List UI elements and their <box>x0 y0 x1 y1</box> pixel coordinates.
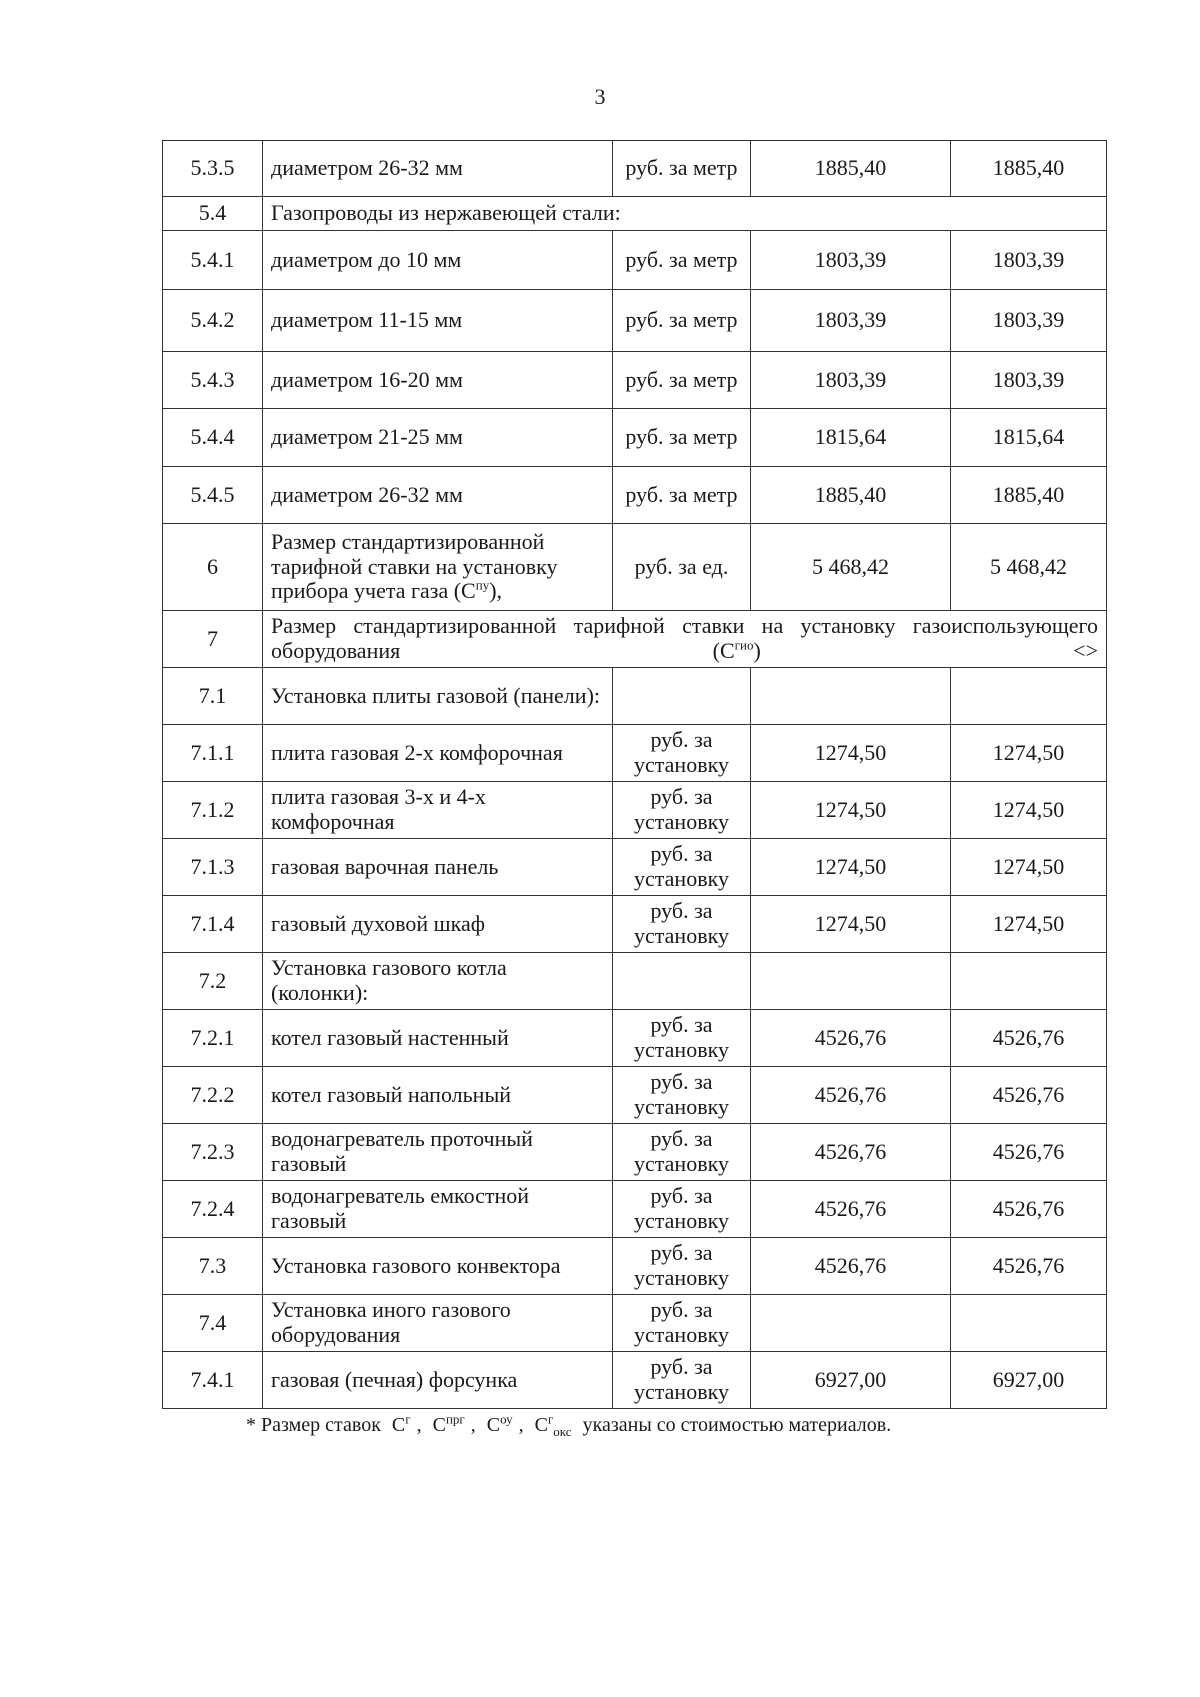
footnote-suffix: указаны со стоимостью материалов. <box>582 1414 892 1436</box>
table-row <box>163 467 1107 524</box>
item-name: газовая (печная) форсунка <box>263 1352 613 1409</box>
rate-value-1: 5 468,42 <box>751 524 951 611</box>
row-number: 7.1 <box>163 668 263 725</box>
item-name: водонагреватель проточный газовый <box>263 1124 613 1181</box>
row-number: 7 <box>163 611 263 668</box>
row-number: 7.2.1 <box>163 1010 263 1067</box>
row-number: 7.1.3 <box>163 839 263 896</box>
row-number: 5.3.5 <box>163 141 263 197</box>
table-row <box>163 839 1107 896</box>
item-name: водонагреватель емкостной газовый <box>263 1181 613 1238</box>
table-row <box>163 782 1107 839</box>
rate-value-1: 1815,64 <box>751 409 951 467</box>
rate-value-2: 1274,50 <box>951 839 1107 896</box>
rate-value-1: 4526,76 <box>751 1238 951 1295</box>
item-name: диаметром до 10 мм <box>263 231 613 290</box>
table-row <box>163 197 1107 231</box>
unit-of-measure: руб. за установку <box>613 1067 751 1124</box>
rate-value-1 <box>751 1295 951 1352</box>
item-name: Установка газового котла (колонки): <box>263 953 613 1010</box>
row-number: 5.4 <box>163 197 263 231</box>
tariff-table <box>162 140 1107 1409</box>
row-number: 7.4.1 <box>163 1352 263 1409</box>
table-row <box>163 668 1107 725</box>
table-row <box>163 725 1107 782</box>
table-row <box>163 1352 1107 1409</box>
item-name: диаметром 11-15 мм <box>263 290 613 352</box>
unit-of-measure: руб. за установку <box>613 1295 751 1352</box>
rate-value-1: 1803,39 <box>751 231 951 290</box>
item-name: плита газовая 2-х комфорочная <box>263 725 613 782</box>
rate-value-2: 4526,76 <box>951 1238 1107 1295</box>
rate-value-2: 4526,76 <box>951 1124 1107 1181</box>
unit-of-measure <box>613 953 751 1010</box>
row-number: 7.2 <box>163 953 263 1010</box>
table-row <box>163 1181 1107 1238</box>
unit-of-measure: руб. за установку <box>613 725 751 782</box>
footnote-symbol-ou: $С^{оу}$ <box>486 1411 513 1436</box>
item-name: диаметром 26-32 мм <box>263 141 613 197</box>
footnote-symbol-g: $С^г$ <box>391 1411 411 1436</box>
rate-value-1: 1885,40 <box>751 141 951 197</box>
footnote-prefix: * Размер ставок <box>246 1414 381 1436</box>
row-number: 5.4.1 <box>163 231 263 290</box>
rate-value-1: 1274,50 <box>751 725 951 782</box>
row-number: 7.2.3 <box>163 1124 263 1181</box>
rate-value-1: 1885,40 <box>751 467 951 524</box>
rate-value-1: 4526,76 <box>751 1010 951 1067</box>
rate-value-1 <box>751 953 951 1010</box>
rate-value-2: 1803,39 <box>951 352 1107 409</box>
unit-of-measure: руб. за установку <box>613 1181 751 1238</box>
rate-value-2: 1885,40 <box>951 141 1107 197</box>
table-row <box>163 231 1107 290</box>
row-number: 7.1.4 <box>163 896 263 953</box>
rate-value-2: 1815,64 <box>951 409 1107 467</box>
unit-of-measure: руб. за установку <box>613 839 751 896</box>
item-name: Размер стандартизированной тарифной ставки на установку прибора учета газа $(С^{пу})$, <box>263 524 613 611</box>
footnote-symbol-oks: $С^г_{окс}$ <box>534 1411 572 1439</box>
rate-value-1: 1803,39 <box>751 352 951 409</box>
rate-value-2: 1803,39 <box>951 290 1107 352</box>
unit-of-measure: руб. за метр <box>613 467 751 524</box>
item-name: газовый духовой шкаф <box>263 896 613 953</box>
item-name: Установка плиты газовой (панели): <box>263 668 613 725</box>
table-row <box>163 524 1107 611</box>
unit-of-measure: руб. за метр <box>613 231 751 290</box>
table-row <box>163 896 1107 953</box>
footnote: * Размер ставок $С^г$ , $С^{прг}$ , $С^{оу}$ , $С^г_{окс}$ указаны со стоимостью материалов. <box>246 1411 892 1439</box>
section-heading: Размер стандартизированной тарифной ставки на установку газоиспользующего оборудования $(С^{гио})$ <> <box>263 611 1107 668</box>
unit-of-measure: руб. за установку <box>613 1352 751 1409</box>
item-name: газовая варочная панель <box>263 839 613 896</box>
table-row <box>163 1067 1107 1124</box>
rate-value-2: 1274,50 <box>951 782 1107 839</box>
rate-value-2: 4526,76 <box>951 1010 1107 1067</box>
rate-value-1 <box>751 668 951 725</box>
rate-value-2: 1274,50 <box>951 896 1107 953</box>
row-number: 7.1.2 <box>163 782 263 839</box>
row-number: 6 <box>163 524 263 611</box>
unit-of-measure: руб. за метр <box>613 352 751 409</box>
unit-of-measure: руб. за ед. <box>613 524 751 611</box>
rate-value-2: 6927,00 <box>951 1352 1107 1409</box>
unit-of-measure: руб. за установку <box>613 1238 751 1295</box>
table-row <box>163 611 1107 668</box>
table-row <box>163 141 1107 197</box>
rate-value-2: 1885,40 <box>951 467 1107 524</box>
item-name: Установка газового конвектора <box>263 1238 613 1295</box>
unit-of-measure: руб. за метр <box>613 409 751 467</box>
row-number: 5.4.2 <box>163 290 263 352</box>
row-number: 5.4.4 <box>163 409 263 467</box>
rate-value-1: 4526,76 <box>751 1124 951 1181</box>
page-number: 3 <box>594 84 606 109</box>
item-name: котел газовый напольный <box>263 1067 613 1124</box>
item-name: диаметром 21-25 мм <box>263 409 613 467</box>
table-row <box>163 1238 1107 1295</box>
rate-value-1: 4526,76 <box>751 1067 951 1124</box>
table-row <box>163 953 1107 1010</box>
table-row <box>163 1295 1107 1352</box>
rate-value-2: 4526,76 <box>951 1067 1107 1124</box>
rate-value-2 <box>951 953 1107 1010</box>
unit-of-measure <box>613 668 751 725</box>
rate-value-2 <box>951 1295 1107 1352</box>
row-number: 7.2.4 <box>163 1181 263 1238</box>
rate-value-1: 6927,00 <box>751 1352 951 1409</box>
unit-of-measure: руб. за метр <box>613 290 751 352</box>
table-row <box>163 352 1107 409</box>
item-name: котел газовый настенный <box>263 1010 613 1067</box>
row-number: 5.4.5 <box>163 467 263 524</box>
item-name: плита газовая 3-х и 4-х комфорочная <box>263 782 613 839</box>
item-name: Установка иного газового оборудования <box>263 1295 613 1352</box>
rate-value-1: 4526,76 <box>751 1181 951 1238</box>
row-number: 7.3 <box>163 1238 263 1295</box>
unit-of-measure: руб. за установку <box>613 1010 751 1067</box>
table-row <box>163 1124 1107 1181</box>
row-number: 7.1.1 <box>163 725 263 782</box>
table-row <box>163 1010 1107 1067</box>
table-row <box>163 409 1107 467</box>
item-name: диаметром 26-32 мм <box>263 467 613 524</box>
rate-value-2: 4526,76 <box>951 1181 1107 1238</box>
footnote-symbol-prg: $С^{прг}$ <box>432 1411 465 1436</box>
unit-of-measure: руб. за установку <box>613 1124 751 1181</box>
table-row <box>163 290 1107 352</box>
rate-value-2: 1803,39 <box>951 231 1107 290</box>
unit-of-measure: руб. за установку <box>613 782 751 839</box>
rate-value-2: 5 468,42 <box>951 524 1107 611</box>
row-number: 7.4 <box>163 1295 263 1352</box>
rate-value-1: 1274,50 <box>751 782 951 839</box>
row-number: 7.2.2 <box>163 1067 263 1124</box>
tariff-table-body <box>163 141 1107 1409</box>
unit-of-measure: руб. за установку <box>613 896 751 953</box>
unit-of-measure: руб. за метр <box>613 141 751 197</box>
rate-value-1: 1803,39 <box>751 290 951 352</box>
item-name: диаметром 16-20 мм <box>263 352 613 409</box>
rate-value-2: 1274,50 <box>951 725 1107 782</box>
rate-value-1: 1274,50 <box>751 839 951 896</box>
rate-value-2 <box>951 668 1107 725</box>
rate-value-1: 1274,50 <box>751 896 951 953</box>
section-heading: Газопроводы из нержавеющей стали: <box>263 197 1107 231</box>
row-number: 5.4.3 <box>163 352 263 409</box>
